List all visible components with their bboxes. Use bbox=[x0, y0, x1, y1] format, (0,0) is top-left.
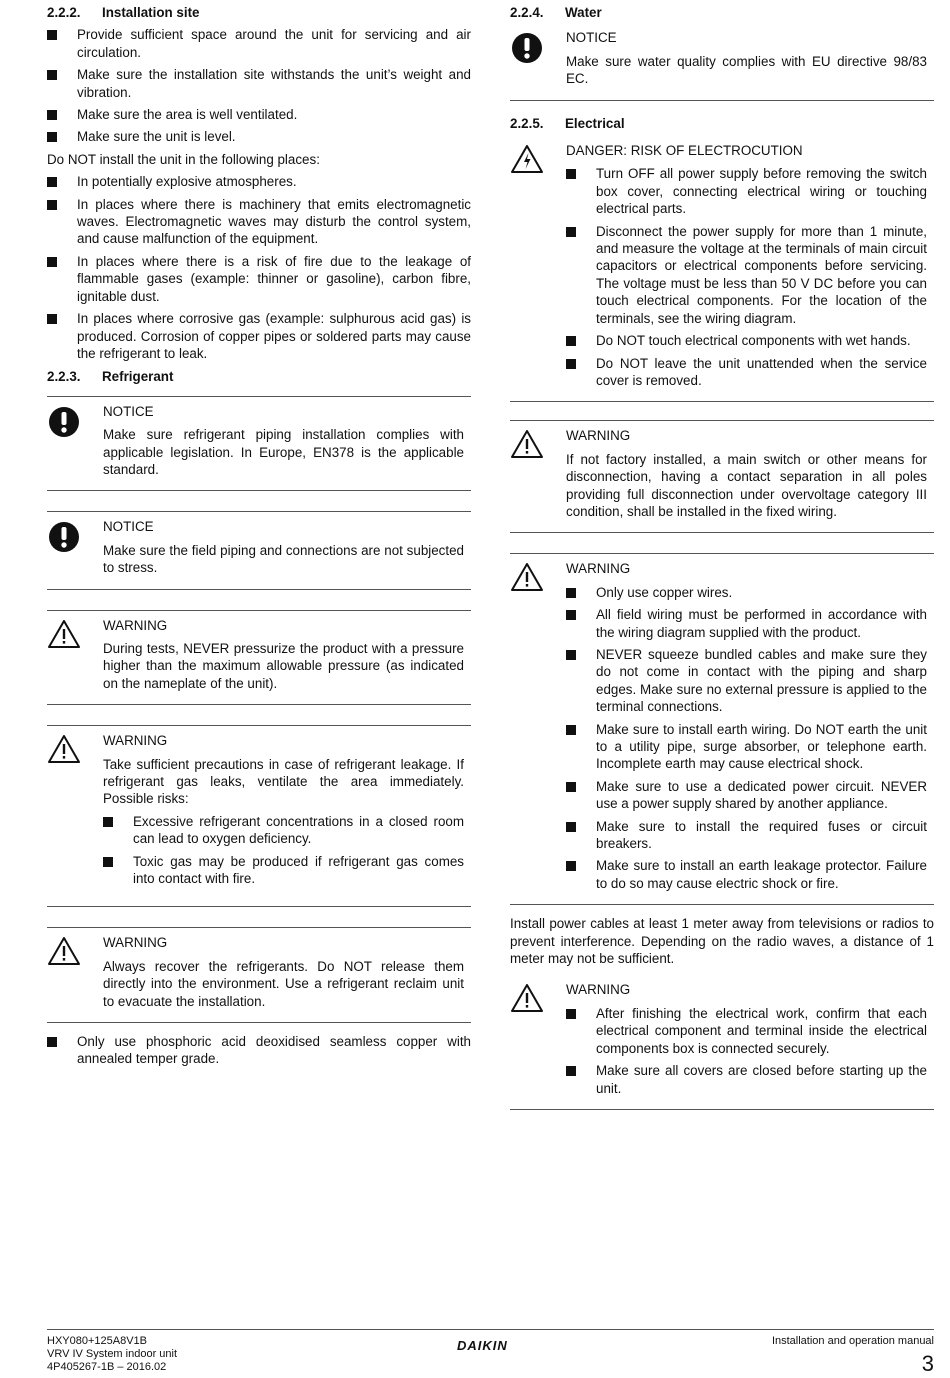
warning-box bbox=[510, 420, 934, 533]
list-item: Provide sufficient space around the unit for servicing and air circulation. bbox=[47, 26, 471, 61]
bullet-square-icon bbox=[47, 30, 57, 40]
right-column bbox=[510, 4, 934, 1130]
bullet-square-icon bbox=[103, 857, 113, 867]
warning-risks-list bbox=[103, 813, 464, 888]
list-item: All field wiring must be performed in accordance with the wiring diagram supplied with the product. bbox=[566, 606, 927, 641]
copper-list bbox=[47, 1033, 471, 1068]
notice-title: NOTICE bbox=[103, 519, 154, 535]
bullet-square-icon bbox=[566, 227, 576, 237]
bullet-square-icon bbox=[566, 861, 576, 871]
wiring-list bbox=[566, 584, 927, 893]
list-item: Make sure to install earth wiring. Do NOT earth the unit to a utility pipe, surge absorber, or telephone earth. Incomplete earth may cause electrical shock. bbox=[566, 721, 927, 773]
product-name: VRV IV System indoor unit bbox=[47, 1348, 178, 1360]
bullet-square-icon bbox=[566, 650, 576, 660]
danger-list bbox=[566, 165, 927, 389]
installation-site-list bbox=[47, 26, 471, 145]
notice-box bbox=[47, 396, 471, 492]
list-item: Only use copper wires. bbox=[566, 584, 927, 601]
danger-title: DANGER: RISK OF ELECTROCUTION bbox=[566, 143, 803, 159]
daikin-logo: DAIKIN bbox=[457, 1338, 508, 1353]
list-item: NEVER squeeze bundled cables and make sure they do not come in contact with the piping and sharp edges. Make sure no external pressure is applied to the terminal connections. bbox=[566, 646, 927, 716]
footer-manual-info bbox=[772, 1335, 934, 1376]
page-number: 3 bbox=[921, 1351, 934, 1376]
warning-triangle-icon bbox=[47, 936, 81, 966]
list-item: In places where there is a risk of fire due to the leakage of flammable gases (example: thinner or gasoline), carbon fibre, ignitable dust. bbox=[47, 253, 471, 305]
notice-text: Make sure the field piping and connections are not subjected to stress. bbox=[103, 542, 464, 576]
bullet-square-icon bbox=[566, 822, 576, 832]
power-cables-text: Install power cables at least 1 meter away from televisions or radios to prevent interference. Depending on the radio waves, a distance of 1 meter may not be sufficient. bbox=[510, 916, 934, 967]
document-number: 4P405267-1B – 2016.02 bbox=[47, 1361, 167, 1373]
bullet-square-icon bbox=[566, 725, 576, 735]
section-heading-water: 2.2.4. Water bbox=[510, 5, 602, 20]
list-item: Do NOT touch electrical components with wet hands. bbox=[566, 332, 927, 349]
list-item: Make sure to install the required fuses or circuit breakers. bbox=[566, 818, 927, 853]
notice-icon bbox=[47, 520, 81, 554]
warning-text: Take sufficient precautions in case of refrigerant leakage. If refrigerant gas leaks, ventilate the area immediately. Possible risks: bbox=[103, 756, 464, 807]
list-item: Make sure all covers are closed before starting up the unit. bbox=[566, 1062, 927, 1097]
warning-text: During tests, NEVER pressurize the product with a pressure higher than the maximum allowable pressure (as indicated on the nameplate of the unit). bbox=[103, 640, 464, 691]
danger-box bbox=[510, 142, 934, 402]
bullet-square-icon bbox=[566, 1009, 576, 1019]
notice-icon bbox=[510, 31, 544, 65]
list-item: In potentially explosive atmospheres. bbox=[47, 173, 471, 190]
list-item: Turn OFF all power supply before removing the switch box cover, connecting electrical wiring or touching electrical parts. bbox=[566, 165, 927, 217]
manual-title: Installation and operation manual bbox=[771, 1335, 934, 1347]
warning-triangle-icon bbox=[47, 734, 81, 764]
list-item: Make sure the area is well ventilated. bbox=[47, 106, 471, 123]
list-item: Only use phosphoric acid deoxidised seamless copper with annealed temper grade. bbox=[47, 1033, 471, 1068]
do-not-install-text: Do NOT install the unit in the following places: bbox=[47, 151, 320, 167]
bullet-square-icon bbox=[566, 1066, 576, 1076]
warning-title: WARNING bbox=[103, 617, 168, 633]
bullet-square-icon bbox=[103, 817, 113, 827]
list-item: Do NOT leave the unit unattended when the service cover is removed. bbox=[566, 355, 927, 390]
warning-text: If not factory installed, a main switch or other means for disconnection, having a contact separation in all poles providing full disconnection under overvoltage category III condition, shall be installed in the fixed wiring. bbox=[566, 451, 927, 519]
warning-box bbox=[47, 610, 471, 706]
forbidden-places-list bbox=[47, 173, 471, 362]
notice-title: NOTICE bbox=[103, 403, 154, 419]
bullet-square-icon bbox=[47, 132, 57, 142]
electrocution-warning-icon bbox=[510, 144, 544, 174]
list-item: Excessive refrigerant concentrations in a closed room can lead to oxygen deficiency. bbox=[103, 813, 464, 848]
warning-triangle-icon bbox=[510, 429, 544, 459]
bullet-square-icon bbox=[47, 1037, 57, 1047]
warning-box bbox=[510, 553, 934, 905]
left-column bbox=[47, 4, 471, 1073]
warning-text: Always recover the refrigerants. Do NOT release them directly into the environment. Use a refrigerant reclaim unit to evacuate the installation. bbox=[103, 958, 464, 1009]
notice-box bbox=[47, 511, 471, 589]
warning-box bbox=[510, 981, 934, 1109]
list-item: Toxic gas may be produced if refrigerant gas comes into contact with fire. bbox=[103, 853, 464, 888]
warning-triangle-icon bbox=[47, 619, 81, 649]
page-footer bbox=[47, 1329, 934, 1376]
bullet-square-icon bbox=[47, 257, 57, 267]
footer-doc-info bbox=[47, 1335, 177, 1374]
warning-title: WARNING bbox=[103, 935, 168, 951]
list-item: Make sure to install an earth leakage protector. Failure to do so may cause electric shock or fire. bbox=[566, 857, 927, 892]
notice-title: NOTICE bbox=[566, 30, 617, 46]
bullet-square-icon bbox=[566, 782, 576, 792]
warning-title: WARNING bbox=[566, 982, 631, 998]
model-code: HXY080+125A8V1B bbox=[47, 1335, 147, 1347]
warning-box bbox=[47, 725, 471, 907]
notice-icon bbox=[47, 405, 81, 439]
warning-box bbox=[47, 927, 471, 1023]
section-heading-refrigerant: 2.2.3. Refrigerant bbox=[47, 369, 174, 385]
warning-title: WARNING bbox=[566, 428, 631, 444]
warning-triangle-icon bbox=[510, 562, 544, 592]
bullet-square-icon bbox=[566, 588, 576, 598]
bullet-square-icon bbox=[566, 169, 576, 179]
warning-triangle-icon bbox=[510, 983, 544, 1013]
list-item: Disconnect the power supply for more than 1 minute, and measure the voltage at the terminals of main circuit capacitors or electrical components before servicing. The voltage must be less than 50 V DC before you can touch electrical components. For the location of the terminals, see the wiring diagram. bbox=[566, 223, 927, 327]
bullet-square-icon bbox=[47, 200, 57, 210]
bullet-square-icon bbox=[566, 359, 576, 369]
list-item: In places where corrosive gas (example: sulphurous acid gas) is produced. Corrosion of copper pipes or soldered parts may cause the refrigerant to leak. bbox=[47, 310, 471, 362]
list-item: Make sure the unit is level. bbox=[47, 128, 471, 145]
list-item: Make sure to use a dedicated power circuit. NEVER use a power supply shared by another appliance. bbox=[566, 778, 927, 813]
warning-title: WARNING bbox=[103, 733, 168, 749]
after-work-list bbox=[566, 1005, 927, 1097]
bullet-square-icon bbox=[47, 177, 57, 187]
list-item: Make sure the installation site withstands the unit’s weight and vibration. bbox=[47, 66, 471, 101]
section-heading-electrical: 2.2.5. Electrical bbox=[510, 115, 625, 131]
list-item: After finishing the electrical work, confirm that each electrical component and terminal inside the electrical components box is connected securely. bbox=[566, 1005, 927, 1057]
bullet-square-icon bbox=[566, 610, 576, 620]
bullet-square-icon bbox=[47, 110, 57, 120]
bullet-square-icon bbox=[566, 336, 576, 346]
bullet-square-icon bbox=[47, 70, 57, 80]
notice-box bbox=[510, 29, 934, 100]
notice-text: Make sure refrigerant piping installation complies with applicable legislation. In Europe, EN378 is the applicable standard. bbox=[103, 427, 464, 477]
warning-title: WARNING bbox=[566, 561, 631, 577]
bullet-square-icon bbox=[47, 314, 57, 324]
list-item: In places where there is machinery that emits electromagnetic waves. Electromagnetic waves may disturb the control system, and cause malfunction of the equipment. bbox=[47, 196, 471, 248]
notice-text: Make sure water quality complies with EU directive 98/83 EC. bbox=[566, 53, 927, 87]
section-heading-installation-site: 2.2.2. Installation site bbox=[47, 5, 200, 20]
